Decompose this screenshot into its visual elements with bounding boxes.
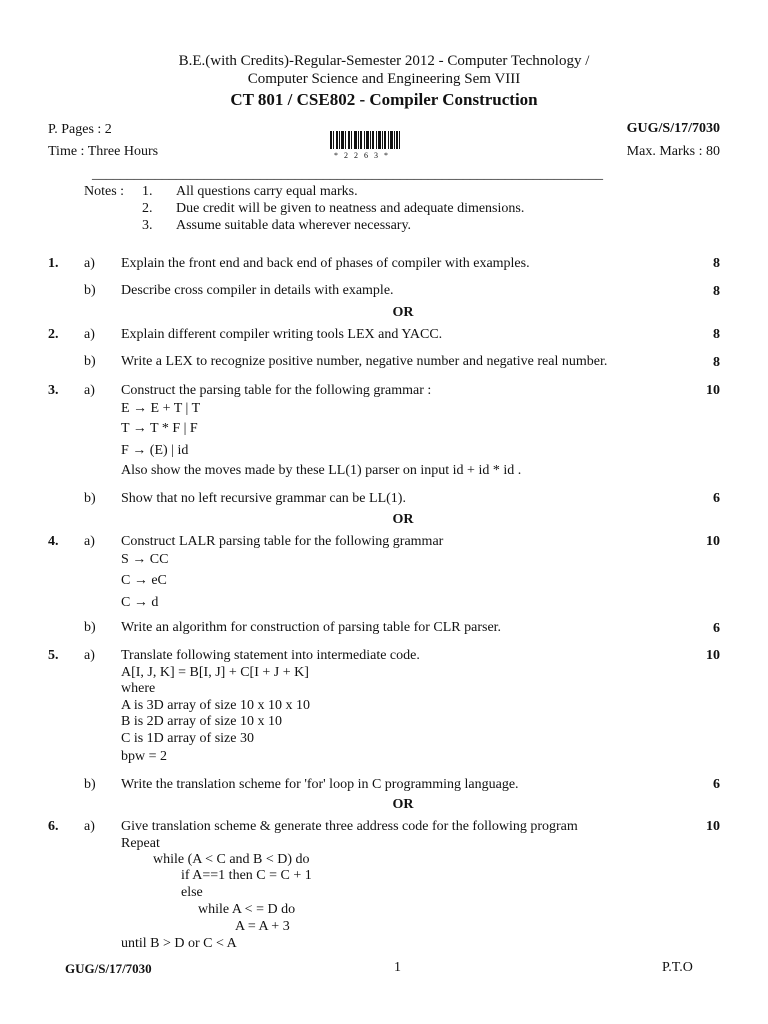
grammar-rule: S → CC [121,552,169,567]
header-line-2: Computer Science and Engineering Sem VIII [247,71,521,87]
question-text: Describe cross compiler in details with example. [121,283,394,298]
note-text: Assume suitable data wherever necessary. [176,218,412,233]
marks: 8 [713,256,720,271]
question-text: Construct LALR parsing table for the following grammar [121,534,444,549]
code-line: while A < = D do [198,902,296,917]
statement-line: where [121,681,156,696]
or-divider: OR [392,797,414,812]
part-label: b) [84,354,96,369]
barcode-icon [330,131,400,149]
marks: 10 [706,648,720,663]
code-line: until B > D or C < A [121,936,237,951]
paper-code: GUG/S/17/7030 [626,121,720,136]
question-text: Show that no left recursive grammar can be LL(1). [121,491,406,506]
grammar-rule: F → (E) | id [121,443,189,458]
part-label: a) [84,534,95,549]
note-number: 2. [142,201,153,216]
code-line: else [181,885,203,900]
code-line: while (A < C and B < D) do [153,852,310,867]
note-text: Due credit will be given to neatness and adequate dimensions. [176,201,525,216]
question-text: Construct the parsing table for the following grammar : [121,383,432,398]
grammar-rule: T → T * F | F [121,421,198,436]
grammar-rule: C → d [121,595,159,610]
time-duration: Time : Three Hours [48,144,159,159]
question-text: Write the translation scheme for 'for' loop in C programming language. [121,777,519,792]
statement-line: B is 2D array of size 10 x 10 [121,714,282,729]
marks: 6 [713,777,720,792]
marks: 8 [713,284,720,299]
marks: 6 [713,491,720,506]
header-line-1: B.E.(with Credits)-Regular-Semester 2012 - Computer Technology / [178,53,590,69]
note-text: All questions carry equal marks. [176,184,358,199]
marks: 8 [713,327,720,342]
part-label: a) [84,327,95,342]
marks: 10 [706,534,720,549]
question-text: Explain different compiler writing tools LEX and YACC. [121,327,443,342]
statement-line: bpw = 2 [121,749,168,764]
question-text: Also show the moves made by these LL(1) parser on input id + id * id . [121,463,522,478]
question-number: 1. [48,256,59,271]
part-label: a) [84,819,95,834]
marks: 6 [713,621,720,636]
code-line: Repeat [121,836,160,851]
notes-label: Notes : [84,184,125,199]
part-label: a) [84,383,95,398]
or-divider: OR [392,512,414,527]
marks: 8 [713,355,720,370]
statement-line: C is 1D array of size 30 [121,731,254,746]
note-number: 1. [142,184,153,199]
page-title: CT 801 / CSE802 - Compiler Construction [230,90,538,109]
part-label: b) [84,620,96,635]
pages-count: P. Pages : 2 [48,122,112,137]
part-label: a) [84,648,95,663]
question-text: Explain the front end and back end of phases of compiler with examples. [121,256,530,271]
page-number: 1 [394,960,401,975]
footer-code: GUG/S/17/7030 [65,961,152,976]
question-text: Write a LEX to recognize positive number, negative number and negative real number. [121,354,608,369]
question-number: 4. [48,534,59,549]
statement-line: A is 3D array of size 10 x 10 x 10 [121,698,310,713]
barcode-number: *2263* [334,151,394,160]
question-number: 5. [48,648,59,663]
code-line: if A==1 then C = C + 1 [181,868,312,883]
or-divider: OR [392,305,414,320]
question-text: Translate following statement into intermediate code. [121,648,420,663]
question-text: Give translation scheme & generate three address code for the following program [121,819,578,834]
part-label: b) [84,283,96,298]
code-line: A = A + 3 [235,919,290,934]
max-marks: Max. Marks : 80 [626,144,720,159]
grammar-rule: E → E + T | T [121,401,201,416]
pto-label: P.T.O [662,960,693,975]
marks: 10 [706,383,720,398]
part-label: a) [84,256,95,271]
question-number: 2. [48,327,59,342]
question-text: Write an algorithm for construction of parsing table for CLR parser. [121,620,502,635]
grammar-rule: C → eC [121,573,167,588]
header-rule: _________________________________________________________________________ [92,167,603,182]
part-label: b) [84,491,96,506]
statement-line: A[I, J, K] = B[I, J] + C[I + J + K] [121,665,309,680]
marks: 10 [706,819,720,834]
question-number: 3. [48,383,59,398]
part-label: b) [84,777,96,792]
note-number: 3. [142,218,153,233]
question-number: 6. [48,819,59,834]
